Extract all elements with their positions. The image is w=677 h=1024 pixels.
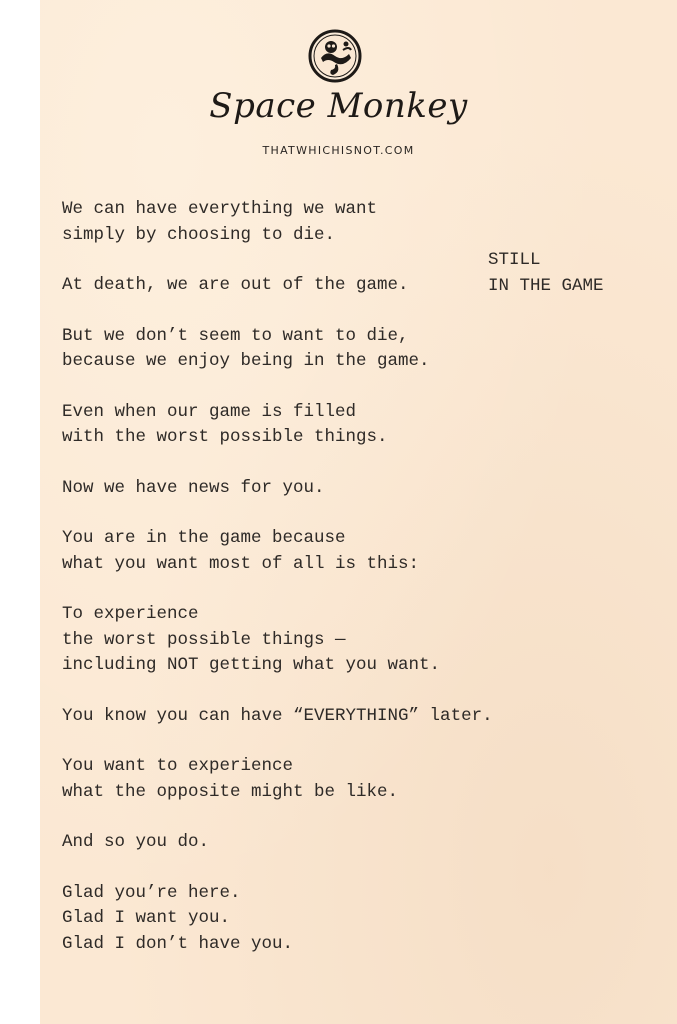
brand-url: THATWHICHISNOT.COM <box>262 144 415 157</box>
poem-stanza <box>62 197 532 248</box>
poem-line: At death, we are out of the game. <box>62 275 409 295</box>
poem-stanza <box>62 324 532 375</box>
poem-line: We can have everything we want <box>62 199 378 219</box>
poem-line: Now we have news for you. <box>62 477 325 498</box>
poem-stanza <box>62 830 532 856</box>
poem-stanza <box>62 526 532 577</box>
brand-name: Space Monkey <box>209 86 468 126</box>
poem-stanza <box>62 754 532 805</box>
poem-line: because we enjoy being in the game. <box>62 351 430 371</box>
poem-line: You want to experience <box>62 756 294 776</box>
poem-line: And so you do. <box>62 832 210 852</box>
poem-line: what you want most of all is this: <box>62 553 420 574</box>
poem-line: Glad I don’t have you. <box>62 933 294 954</box>
brand-header <box>0 0 677 170</box>
poem-stanza <box>62 881 532 958</box>
poem-line: Even when our game is filled <box>62 401 357 422</box>
poem-stanza <box>62 273 532 299</box>
margin-note-line: STILL <box>488 250 541 270</box>
poem-line: including NOT getting what you want. <box>62 655 441 675</box>
poem-line: To experience <box>62 604 199 624</box>
poem-stanza <box>62 400 532 451</box>
margin-note-line: IN THE GAME <box>488 275 604 296</box>
poem-line: simply by choosing to die. <box>62 224 336 245</box>
poem-line: with the worst possible things. <box>62 427 388 447</box>
poem-line: You know you can have “EVERYTHING” later. <box>62 705 493 726</box>
poem-line: what the opposite might be like. <box>62 781 399 802</box>
poem-body <box>62 197 532 982</box>
poem-stanza <box>62 602 532 679</box>
poem-line: Glad I want you. <box>62 908 231 928</box>
poem-line: You are in the game because <box>62 528 346 548</box>
monkey-emblem-icon <box>307 28 363 84</box>
poem-line: the worst possible things — <box>62 629 346 650</box>
poem-stanza <box>62 704 532 730</box>
poem-line: Glad you’re here. <box>62 882 241 903</box>
poem-line: But we don’t seem to want to die, <box>62 325 409 346</box>
poem-stanza <box>62 476 532 502</box>
